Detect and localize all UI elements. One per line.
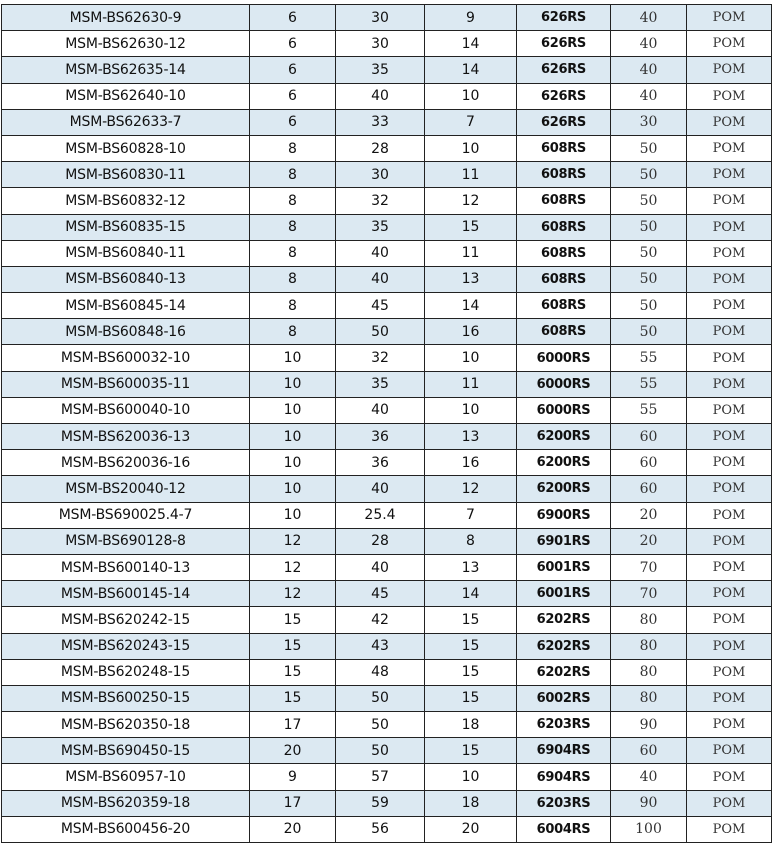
diameter-cell: 36 [336, 450, 425, 476]
diameter-cell: 35 [336, 371, 425, 397]
width-cell: 13 [425, 554, 517, 580]
model-cell: MSM-BS600032-10 [2, 345, 250, 371]
table-row [2, 450, 772, 476]
model-cell: MSM-BS62630-9 [2, 5, 250, 31]
bearing-cell: 6904RS [517, 738, 611, 764]
bearing-cell: 6004RS [517, 816, 611, 842]
width-cell: 13 [425, 424, 517, 450]
material-cell: POM [687, 607, 772, 633]
material-cell: POM [687, 371, 772, 397]
diameter-cell: 48 [336, 659, 425, 685]
load-cell: 40 [611, 57, 687, 83]
bearing-cell: 6901RS [517, 528, 611, 554]
bearing-cell: 608RS [517, 214, 611, 240]
model-cell: MSM-BS600035-11 [2, 371, 250, 397]
diameter-cell: 57 [336, 764, 425, 790]
width-cell: 14 [425, 293, 517, 319]
load-cell: 50 [611, 162, 687, 188]
model-cell: MSM-BS600456-20 [2, 816, 250, 842]
bore-cell: 10 [250, 502, 336, 528]
table-row [2, 188, 772, 214]
model-cell: MSM-BS60840-11 [2, 240, 250, 266]
load-cell: 50 [611, 266, 687, 292]
load-cell: 80 [611, 685, 687, 711]
load-cell: 40 [611, 764, 687, 790]
diameter-cell: 28 [336, 528, 425, 554]
width-cell: 10 [425, 83, 517, 109]
bearing-cell: 6904RS [517, 764, 611, 790]
load-cell: 60 [611, 424, 687, 450]
diameter-cell: 30 [336, 31, 425, 57]
bearing-cell: 608RS [517, 162, 611, 188]
diameter-cell: 30 [336, 162, 425, 188]
model-cell: MSM-BS60830-11 [2, 162, 250, 188]
model-cell: MSM-BS60840-13 [2, 266, 250, 292]
diameter-cell: 40 [336, 240, 425, 266]
bore-cell: 15 [250, 633, 336, 659]
table-row [2, 83, 772, 109]
width-cell: 18 [425, 790, 517, 816]
load-cell: 70 [611, 554, 687, 580]
model-cell: MSM-BS600250-15 [2, 685, 250, 711]
table-row [2, 790, 772, 816]
diameter-cell: 50 [336, 738, 425, 764]
bore-cell: 6 [250, 109, 336, 135]
diameter-cell: 43 [336, 633, 425, 659]
width-cell: 12 [425, 188, 517, 214]
material-cell: POM [687, 712, 772, 738]
model-cell: MSM-BS20040-12 [2, 476, 250, 502]
table-row [2, 633, 772, 659]
width-cell: 8 [425, 528, 517, 554]
bearing-cell: 608RS [517, 266, 611, 292]
bore-cell: 8 [250, 162, 336, 188]
load-cell: 55 [611, 397, 687, 423]
bearing-cell: 626RS [517, 83, 611, 109]
load-cell: 50 [611, 319, 687, 345]
diameter-cell: 40 [336, 476, 425, 502]
diameter-cell: 50 [336, 319, 425, 345]
model-cell: MSM-BS690025.4-7 [2, 502, 250, 528]
material-cell: POM [687, 816, 772, 842]
width-cell: 10 [425, 397, 517, 423]
bearing-cell: 626RS [517, 109, 611, 135]
width-cell: 7 [425, 502, 517, 528]
bore-cell: 6 [250, 57, 336, 83]
material-cell: POM [687, 345, 772, 371]
diameter-cell: 45 [336, 581, 425, 607]
material-cell: POM [687, 659, 772, 685]
bearing-cell: 6000RS [517, 397, 611, 423]
bore-cell: 17 [250, 712, 336, 738]
material-cell: POM [687, 554, 772, 580]
bearing-cell: 6000RS [517, 371, 611, 397]
bore-cell: 10 [250, 371, 336, 397]
width-cell: 9 [425, 5, 517, 31]
width-cell: 15 [425, 685, 517, 711]
model-cell: MSM-BS600145-14 [2, 581, 250, 607]
width-cell: 11 [425, 240, 517, 266]
table-body [2, 5, 772, 843]
bearing-cell: 608RS [517, 319, 611, 345]
width-cell: 14 [425, 31, 517, 57]
bore-cell: 17 [250, 790, 336, 816]
bore-cell: 20 [250, 816, 336, 842]
material-cell: POM [687, 57, 772, 83]
table-row [2, 135, 772, 161]
material-cell: POM [687, 397, 772, 423]
bore-cell: 8 [250, 293, 336, 319]
bearing-cell: 626RS [517, 5, 611, 31]
bore-cell: 8 [250, 240, 336, 266]
bearing-cell: 6202RS [517, 633, 611, 659]
bore-cell: 15 [250, 659, 336, 685]
bearing-cell: 6200RS [517, 450, 611, 476]
table-row [2, 581, 772, 607]
table-row [2, 685, 772, 711]
bearing-cell: 608RS [517, 188, 611, 214]
diameter-cell: 40 [336, 397, 425, 423]
bearing-cell: 626RS [517, 31, 611, 57]
material-cell: POM [687, 528, 772, 554]
material-cell: POM [687, 266, 772, 292]
table-row [2, 371, 772, 397]
load-cell: 60 [611, 450, 687, 476]
load-cell: 55 [611, 345, 687, 371]
model-cell: MSM-BS60832-12 [2, 188, 250, 214]
load-cell: 40 [611, 5, 687, 31]
width-cell: 15 [425, 738, 517, 764]
diameter-cell: 50 [336, 685, 425, 711]
table-row [2, 659, 772, 685]
width-cell: 10 [425, 345, 517, 371]
width-cell: 15 [425, 214, 517, 240]
diameter-cell: 30 [336, 5, 425, 31]
bore-cell: 8 [250, 266, 336, 292]
bearing-cell: 6200RS [517, 476, 611, 502]
load-cell: 40 [611, 31, 687, 57]
bore-cell: 8 [250, 188, 336, 214]
table-row [2, 397, 772, 423]
load-cell: 50 [611, 293, 687, 319]
bore-cell: 10 [250, 450, 336, 476]
diameter-cell: 33 [336, 109, 425, 135]
material-cell: POM [687, 162, 772, 188]
material-cell: POM [687, 293, 772, 319]
load-cell: 50 [611, 214, 687, 240]
diameter-cell: 56 [336, 816, 425, 842]
material-cell: POM [687, 685, 772, 711]
material-cell: POM [687, 450, 772, 476]
material-cell: POM [687, 188, 772, 214]
load-cell: 90 [611, 790, 687, 816]
width-cell: 12 [425, 476, 517, 502]
bore-cell: 10 [250, 397, 336, 423]
diameter-cell: 50 [336, 712, 425, 738]
material-cell: POM [687, 790, 772, 816]
model-cell: MSM-BS600140-13 [2, 554, 250, 580]
width-cell: 16 [425, 450, 517, 476]
bore-cell: 20 [250, 738, 336, 764]
material-cell: POM [687, 5, 772, 31]
bearing-cell: 6001RS [517, 554, 611, 580]
bearing-cell: 626RS [517, 57, 611, 83]
model-cell: MSM-BS62633-7 [2, 109, 250, 135]
model-cell: MSM-BS620036-16 [2, 450, 250, 476]
bore-cell: 8 [250, 319, 336, 345]
diameter-cell: 59 [336, 790, 425, 816]
diameter-cell: 45 [336, 293, 425, 319]
model-cell: MSM-BS620359-18 [2, 790, 250, 816]
load-cell: 60 [611, 738, 687, 764]
table-row [2, 528, 772, 554]
width-cell: 20 [425, 816, 517, 842]
material-cell: POM [687, 581, 772, 607]
width-cell: 11 [425, 162, 517, 188]
width-cell: 15 [425, 607, 517, 633]
material-cell: POM [687, 738, 772, 764]
bore-cell: 12 [250, 581, 336, 607]
bore-cell: 10 [250, 424, 336, 450]
load-cell: 90 [611, 712, 687, 738]
material-cell: POM [687, 83, 772, 109]
table-row [2, 57, 772, 83]
bearing-cell: 6203RS [517, 712, 611, 738]
product-spec-table [1, 4, 772, 843]
model-cell: MSM-BS690128-8 [2, 528, 250, 554]
bore-cell: 10 [250, 476, 336, 502]
material-cell: POM [687, 476, 772, 502]
material-cell: POM [687, 319, 772, 345]
diameter-cell: 40 [336, 83, 425, 109]
diameter-cell: 40 [336, 266, 425, 292]
bearing-cell: 608RS [517, 240, 611, 266]
model-cell: MSM-BS600040-10 [2, 397, 250, 423]
width-cell: 15 [425, 659, 517, 685]
bearing-cell: 6200RS [517, 424, 611, 450]
model-cell: MSM-BS60835-15 [2, 214, 250, 240]
load-cell: 40 [611, 83, 687, 109]
diameter-cell: 35 [336, 214, 425, 240]
bore-cell: 12 [250, 554, 336, 580]
table-row [2, 607, 772, 633]
load-cell: 80 [611, 607, 687, 633]
model-cell: MSM-BS620248-15 [2, 659, 250, 685]
table-row [2, 293, 772, 319]
table-row [2, 738, 772, 764]
bore-cell: 10 [250, 345, 336, 371]
material-cell: POM [687, 424, 772, 450]
bearing-cell: 6900RS [517, 502, 611, 528]
table-row [2, 109, 772, 135]
diameter-cell: 36 [336, 424, 425, 450]
bore-cell: 9 [250, 764, 336, 790]
table-row [2, 319, 772, 345]
material-cell: POM [687, 135, 772, 161]
width-cell: 14 [425, 581, 517, 607]
load-cell: 60 [611, 476, 687, 502]
material-cell: POM [687, 109, 772, 135]
model-cell: MSM-BS620243-15 [2, 633, 250, 659]
table-row [2, 31, 772, 57]
table-row [2, 240, 772, 266]
bore-cell: 6 [250, 83, 336, 109]
bearing-cell: 6001RS [517, 581, 611, 607]
width-cell: 13 [425, 266, 517, 292]
table-row [2, 345, 772, 371]
model-cell: MSM-BS60848-16 [2, 319, 250, 345]
width-cell: 18 [425, 712, 517, 738]
diameter-cell: 42 [336, 607, 425, 633]
diameter-cell: 32 [336, 345, 425, 371]
model-cell: MSM-BS60845-14 [2, 293, 250, 319]
bore-cell: 15 [250, 607, 336, 633]
width-cell: 16 [425, 319, 517, 345]
table-row [2, 502, 772, 528]
load-cell: 30 [611, 109, 687, 135]
bore-cell: 6 [250, 31, 336, 57]
bore-cell: 15 [250, 685, 336, 711]
load-cell: 100 [611, 816, 687, 842]
bearing-cell: 6000RS [517, 345, 611, 371]
model-cell: MSM-BS620242-15 [2, 607, 250, 633]
model-cell: MSM-BS60828-10 [2, 135, 250, 161]
model-cell: MSM-BS620350-18 [2, 712, 250, 738]
model-cell: MSM-BS62630-12 [2, 31, 250, 57]
table-row [2, 424, 772, 450]
material-cell: POM [687, 502, 772, 528]
diameter-cell: 35 [336, 57, 425, 83]
bore-cell: 8 [250, 135, 336, 161]
table-row [2, 266, 772, 292]
table-row [2, 214, 772, 240]
load-cell: 80 [611, 633, 687, 659]
load-cell: 20 [611, 528, 687, 554]
material-cell: POM [687, 31, 772, 57]
load-cell: 50 [611, 135, 687, 161]
load-cell: 55 [611, 371, 687, 397]
diameter-cell: 25.4 [336, 502, 425, 528]
bearing-cell: 6002RS [517, 685, 611, 711]
model-cell: MSM-BS62635-14 [2, 57, 250, 83]
model-cell: MSM-BS690450-15 [2, 738, 250, 764]
table-row [2, 162, 772, 188]
model-cell: MSM-BS60957-10 [2, 764, 250, 790]
diameter-cell: 28 [336, 135, 425, 161]
table-row [2, 764, 772, 790]
material-cell: POM [687, 764, 772, 790]
load-cell: 50 [611, 188, 687, 214]
bearing-cell: 6202RS [517, 607, 611, 633]
bore-cell: 6 [250, 5, 336, 31]
table-row [2, 5, 772, 31]
diameter-cell: 40 [336, 554, 425, 580]
bore-cell: 8 [250, 214, 336, 240]
table-row [2, 554, 772, 580]
width-cell: 14 [425, 57, 517, 83]
material-cell: POM [687, 633, 772, 659]
table-row [2, 712, 772, 738]
width-cell: 11 [425, 371, 517, 397]
model-cell: MSM-BS620036-13 [2, 424, 250, 450]
table-row [2, 476, 772, 502]
diameter-cell: 32 [336, 188, 425, 214]
material-cell: POM [687, 214, 772, 240]
load-cell: 50 [611, 240, 687, 266]
bearing-cell: 608RS [517, 135, 611, 161]
load-cell: 70 [611, 581, 687, 607]
width-cell: 7 [425, 109, 517, 135]
material-cell: POM [687, 240, 772, 266]
load-cell: 80 [611, 659, 687, 685]
bore-cell: 12 [250, 528, 336, 554]
bearing-cell: 6203RS [517, 790, 611, 816]
bearing-cell: 608RS [517, 293, 611, 319]
width-cell: 10 [425, 764, 517, 790]
table-row [2, 816, 772, 842]
width-cell: 15 [425, 633, 517, 659]
bearing-cell: 6202RS [517, 659, 611, 685]
load-cell: 20 [611, 502, 687, 528]
width-cell: 10 [425, 135, 517, 161]
model-cell: MSM-BS62640-10 [2, 83, 250, 109]
